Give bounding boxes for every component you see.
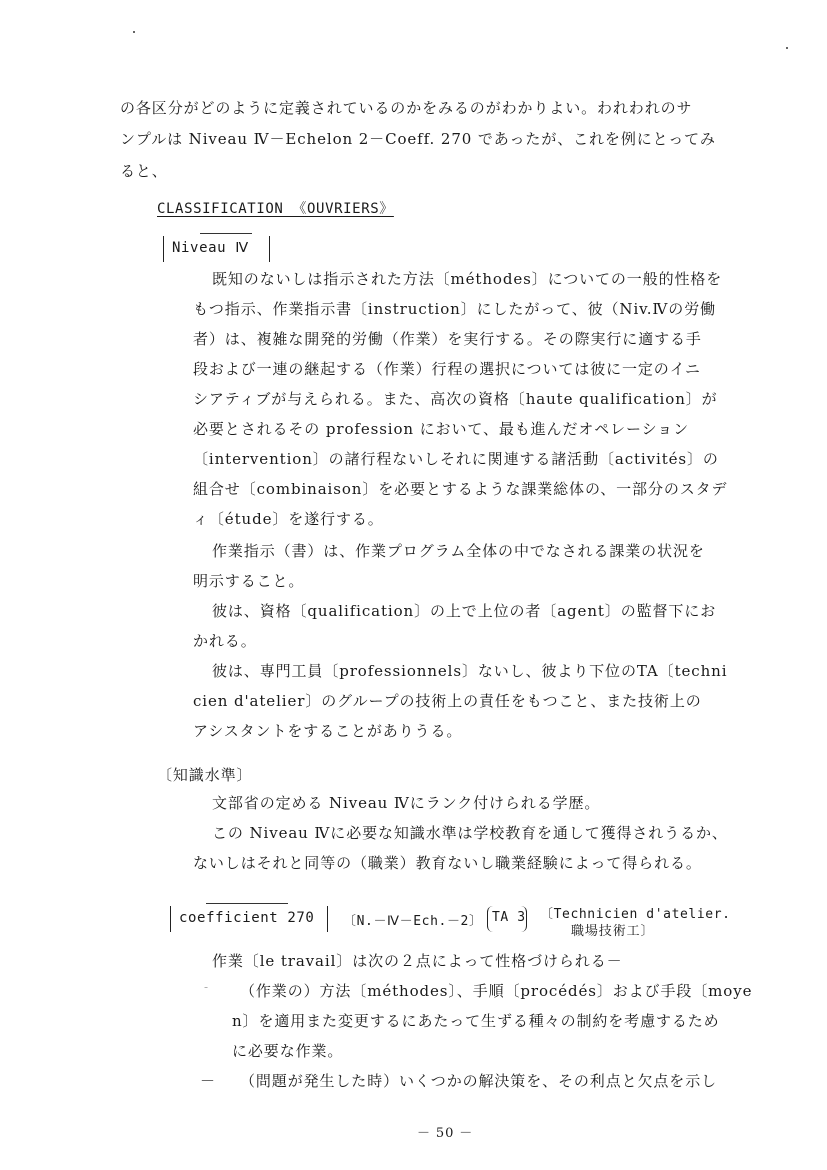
niveau-line-12: 彼は、資格〔qualification〕の上で上位の者〔agent〕の監督下にお [212,602,717,620]
scan-speck [133,31,135,33]
niveau-box-overline [200,233,252,234]
intro-line-1: の各区分がどのように定義されているのかをみるのがわかりよい。われわれのサ [120,99,693,117]
bullet-dash-1: - [204,980,209,994]
intro-line-3: ると、 [120,162,168,180]
niveau-line-3: 者）は、複雑な開発的労働（作業）を実行する。その際実行に適する手 [193,330,702,348]
bullet-dash-2: － [200,1072,216,1090]
niveau-line-1: 既知のないしは指示された方法〔méthodes〕についての一般的性格を [212,270,723,288]
work-line-1: 作業〔le travail〕は次の２点によって性格づけられる－ [212,952,623,970]
niveau-line-10: 作業指示（書）は、作業プログラム全体の中でなされる課業の状況を [212,542,705,560]
coefficient-box-overline [206,903,288,904]
niveau-line-16: アシスタントをすることがありうる。 [193,722,463,740]
niveau-line-7: 〔intervention〕の諸行程ないしそれに関連する諸活動〔activités〕の [193,450,719,468]
coefficient-reference: 〔N.－Ⅳ－Ech.－2〕 [343,914,483,929]
niveau-line-14: 彼は、専門工員〔professionnels〕ないし、彼より下位のTA〔techni [212,662,728,680]
knowledge-line-1: 文部省の定める Niveau Ⅳにランク付けられる学歴。 [212,794,601,812]
work-line-5: （問題が発生した時）いくつかの解決策を、その利点と欠点を示し [240,1072,718,1090]
niveau-line-13: かれる。 [193,632,257,650]
coefficient-label: coefficient 270 [179,910,315,926]
work-line-2: （作業の）方法〔méthodes〕、手順〔procédés〕および手段〔moye [240,982,753,1000]
niveau-line-5: シアティブが与えられる。また、高次の資格〔haute qualification〕が [193,390,718,408]
intro-line-2: ンプルは Niveau Ⅳ－Echelon 2－Coeff. 270 であったが、これを例にとってみ [120,130,716,148]
work-line-4: に必要な作業。 [232,1042,344,1060]
ta-title-japanese: 職場技術工〕 [571,924,655,939]
knowledge-line-2: この Niveau Ⅳに必要な知識水準は学校教育を通して獲得されうるか、 [212,824,728,842]
niveau-line-11: 明示すること。 [193,572,305,590]
ta-title-french: 〔Technicien d'atelier. [540,907,731,922]
work-line-3: n〕を適用また変更するにあたって生ずる種々の制約を考慮するため [232,1012,720,1030]
niveau-line-15: cien d'atelier〕のグループの技術上の責任をもつこと、また技術上の [193,692,702,710]
niveau-line-6: 必要とされるその profession において、最も進んだオペレーション [193,420,690,438]
niveau-line-2: もつ指示、作業指示書〔instruction〕にしたがって、彼（Niv.Ⅳの労働 [193,300,717,318]
classification-title: CLASSIFICATION 《OUVRIERS》 [157,201,394,217]
ta-label: TA 3 [492,910,526,925]
niveau-line-4: 段および一連の継起する（作業）行程の選択については彼に一定のイニ [193,360,701,378]
scan-speck [786,47,788,49]
niveau-line-8: 組合せ〔combinaison〕を必要とするような課業総体の、一部分のスタデ [193,480,728,498]
niveau-label: Niveau Ⅳ [172,240,249,256]
niveau-line-9: ィ〔étude〕を遂行する。 [193,510,384,528]
knowledge-line-3: ないしはそれと同等の（職業）教育ないし職業経験によって得られる。 [193,854,702,872]
knowledge-heading: 〔知識水準〕 [157,766,253,784]
page-number: － 50 － [417,1126,474,1141]
